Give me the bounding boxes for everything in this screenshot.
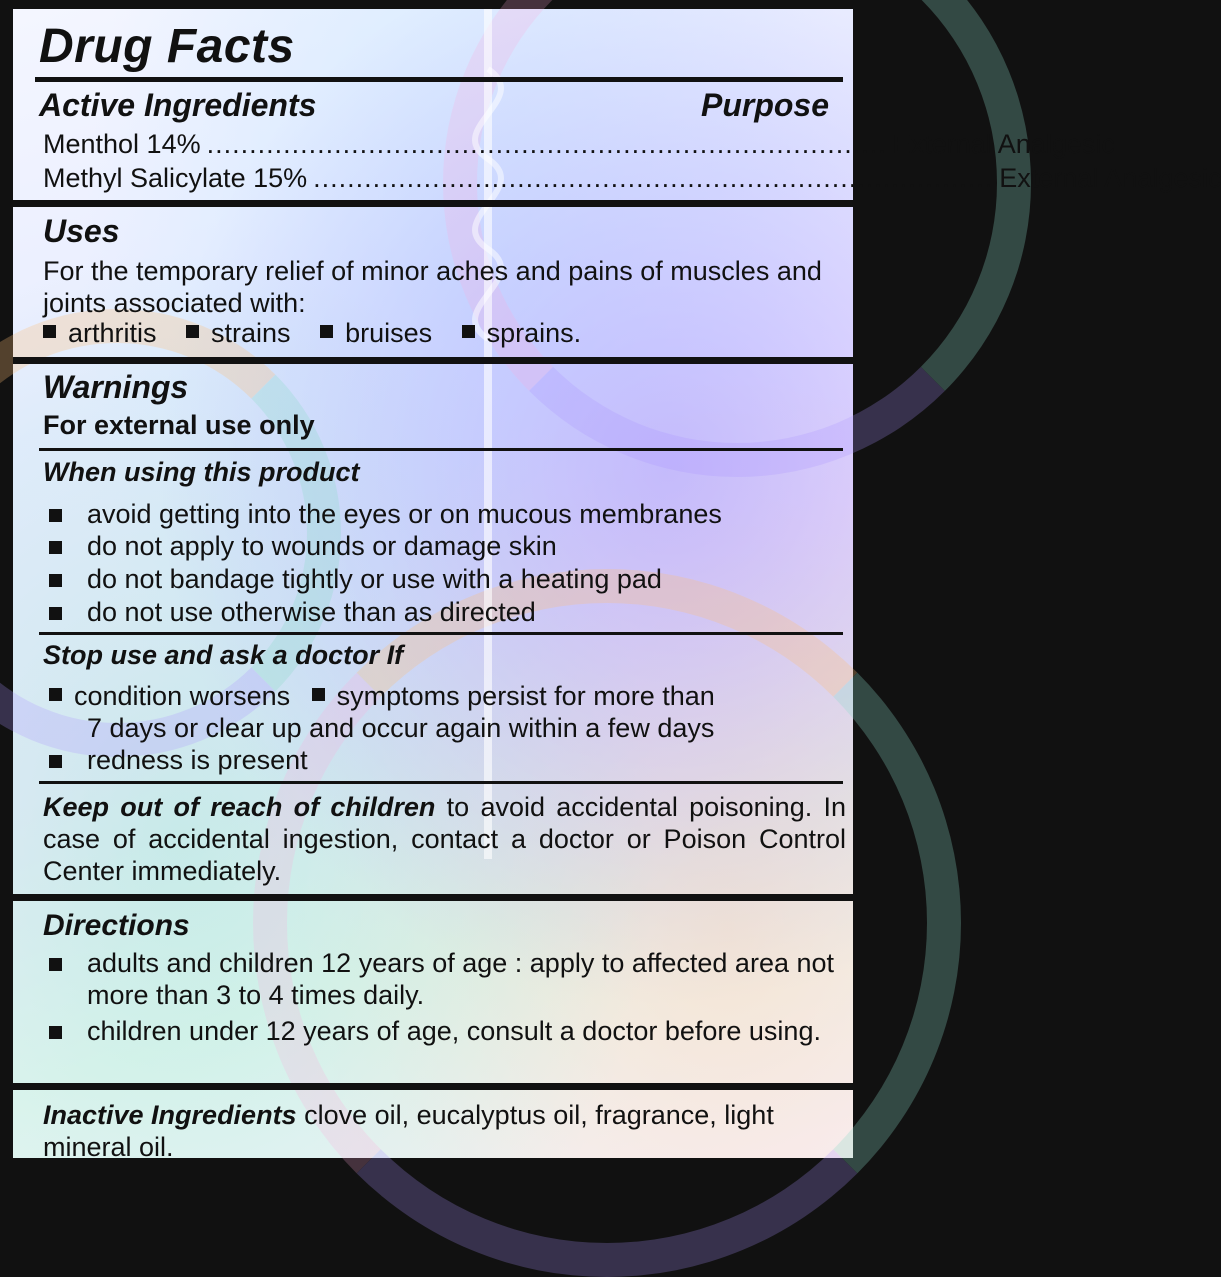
bullet-icon bbox=[43, 325, 56, 338]
bullet-icon bbox=[312, 688, 325, 701]
ingredient-row bbox=[43, 129, 1115, 163]
external-use-text: For external use only bbox=[43, 410, 315, 440]
section-divider bbox=[13, 357, 853, 364]
divider bbox=[35, 77, 843, 82]
active-ingredients-heading: Active Ingredients bbox=[39, 87, 317, 123]
uses-heading: Uses bbox=[43, 213, 120, 249]
use-item: arthritis bbox=[68, 318, 157, 348]
list-item: adults and children 12 years of age : apply to affected area not more than 3 to 4 times daily. bbox=[49, 947, 844, 1011]
bullet-icon bbox=[49, 755, 62, 768]
ingredient-purpose: External Analgesic bbox=[999, 163, 1221, 193]
list-item: redness is present bbox=[49, 744, 308, 776]
stop-use-item-continued: 7 days or clear up and occur again within a few days bbox=[87, 713, 715, 743]
drug-facts-label bbox=[8, 4, 1221, 1163]
when-using-heading: When using this product bbox=[43, 457, 360, 487]
list-item: avoid getting into the eyes or on mucous membranes bbox=[49, 498, 722, 530]
inactive-list: clove oil, eucalyptus oil, fragrance, light mineral oil. bbox=[43, 1100, 774, 1162]
ingredient-row bbox=[43, 163, 1221, 197]
stop-use-item: condition worsens bbox=[74, 681, 291, 711]
bullet-icon bbox=[49, 1026, 62, 1039]
use-item: bruises bbox=[345, 318, 433, 348]
directions-heading: Directions bbox=[43, 909, 190, 942]
divider bbox=[39, 781, 843, 784]
divider bbox=[39, 632, 843, 635]
bullet-icon bbox=[49, 574, 62, 587]
use-item: sprains. bbox=[486, 318, 582, 348]
keep-out-of-reach-text bbox=[43, 791, 846, 887]
bullet-icon bbox=[49, 541, 62, 554]
purpose-heading: Purpose bbox=[700, 87, 829, 123]
list-item: do not apply to wounds or damage skin bbox=[49, 530, 557, 562]
bullet-icon bbox=[49, 509, 62, 522]
holographic-background bbox=[443, 0, 1031, 477]
uses-text: For the temporary relief of minor aches and pains of muscles and joints associated with: bbox=[43, 256, 822, 318]
section-divider bbox=[13, 1083, 853, 1090]
ingredient-purpose: External Analgesic bbox=[892, 129, 1115, 159]
bullet-icon bbox=[49, 607, 62, 620]
leader-dots: ................................................................................ bbox=[206, 129, 887, 159]
inactive-heading: Inactive Ingredients bbox=[43, 1100, 297, 1130]
bullet-icon bbox=[49, 958, 62, 971]
list-item: do not use otherwise than as directed bbox=[49, 596, 536, 628]
ingredient-name: Methyl Salicylate 15% bbox=[43, 163, 308, 193]
list-item: do not bandage tightly or use with a heating pad bbox=[49, 563, 662, 595]
keep-out-bold: Keep out of reach of children bbox=[43, 792, 436, 822]
divider bbox=[39, 448, 843, 451]
bullet-icon bbox=[49, 688, 62, 701]
stop-use-heading: Stop use and ask a doctor If bbox=[43, 640, 404, 670]
keep-out-rest: to avoid accidental poisoning. In case of accidental ingestion, contact a doctor or Poison Control Center immediately. bbox=[43, 792, 846, 886]
inactive-ingredients-text bbox=[43, 1099, 846, 1163]
list-item: children under 12 years of age, consult a doctor before using. bbox=[49, 1015, 844, 1047]
bullet-icon bbox=[462, 325, 475, 338]
holographic-background bbox=[253, 569, 961, 1277]
section-divider bbox=[13, 200, 853, 207]
ingredient-name: Menthol 14% bbox=[43, 129, 201, 159]
leader-dots: ................................................................................ bbox=[313, 163, 994, 193]
use-item: strains bbox=[211, 318, 291, 348]
page-title: Drug Facts bbox=[39, 20, 295, 73]
section-divider bbox=[13, 894, 853, 901]
stop-use-line-1 bbox=[49, 680, 715, 712]
warnings-heading: Warnings bbox=[43, 369, 189, 405]
uses-list bbox=[43, 318, 603, 349]
stop-use-item: symptoms persist for more than bbox=[336, 681, 715, 711]
bullet-icon bbox=[320, 325, 333, 338]
bullet-icon bbox=[186, 325, 199, 338]
